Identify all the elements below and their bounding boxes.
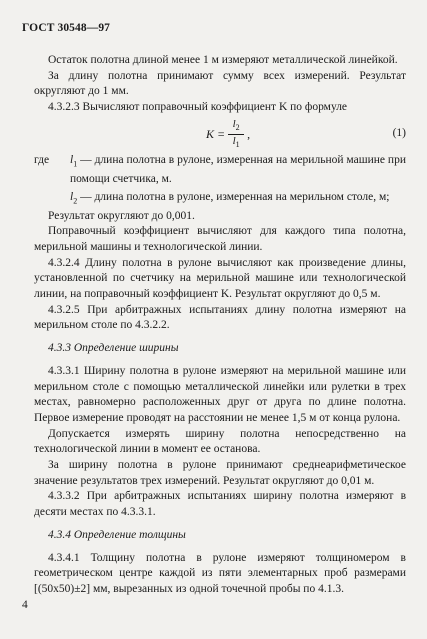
where-label: где bbox=[34, 153, 50, 166]
formula-comma: , bbox=[247, 126, 251, 141]
formula-denominator: $l_1$ bbox=[232, 135, 240, 150]
paragraph-remainder-measure: Остаток полотна длиной менее 1 м измеряют металлической линейкой. bbox=[48, 54, 398, 66]
formula-numerator: $l_2$ bbox=[232, 117, 240, 132]
formula-expression bbox=[206, 118, 250, 151]
page-header: ГОСТ 30548—97 bbox=[22, 22, 111, 34]
formula-fraction bbox=[228, 118, 244, 151]
page-content bbox=[34, 53, 406, 598]
where-l2 bbox=[34, 190, 406, 209]
paragraph-4-3-3-2: 4.3.3.2 При арбитражных испытаниях ширину полотна измеряют в десяти местах по 4.3.3.1. bbox=[34, 490, 406, 519]
section-heading-thickness: 4.3.4 Определение толщины bbox=[48, 528, 186, 541]
paragraph-4-3-3-1: 4.3.3.1 Ширину полотна в рулоне измеряют на мерильной машине или мерильном столе с помощью металлической линейки или рулетки в трех местах, равномерно расположенных друг от друга по длине полотна. Первое измерение проводят на расстоянии не менее 1,5 м от конца рулона. bbox=[34, 364, 406, 424]
paragraph-width-tech-line: Допускается измерять ширину полотна непосредственно на технологической линии в момент ее останова. bbox=[34, 427, 406, 456]
paragraph-coefficient-note: Поправочный коэффициент вычисляют для каждого типа полотна, мерильной машины и технологической линии. bbox=[34, 225, 406, 253]
formula-number: (1) bbox=[392, 126, 406, 139]
l2-definition: $l_2$ — длина полотна в рулоне, измеренная на мерильном столе, м; bbox=[70, 190, 390, 205]
paragraph-4-3-4-1: 4.3.4.1 Толщину полотна в рулоне измеряют толщиномером в геометрическом центре каждой из пяти элементарных проб размерами [(50x50)±2] мм, вырезанных из одной точечной пробы по 4.1.3. bbox=[34, 551, 406, 595]
formula-1 bbox=[34, 118, 406, 150]
paragraph-rounding-0001: Результат округляют до 0,001. bbox=[48, 209, 195, 222]
l1-definition: $l_1$ — длина полотна в рулоне, измеренная на мерильной машине при помощи счетчика, м. bbox=[70, 153, 406, 185]
page-number: 4 bbox=[22, 599, 28, 611]
section-heading-width: 4.3.3 Определение ширины bbox=[48, 342, 179, 355]
paragraph-length-sum: За длину полотна принимают сумму всех измерений. Результат округляют до 1 мм. bbox=[34, 69, 406, 98]
paragraph-4-3-2-3: 4.3.2.3 Вычисляют поправочный коэффициент K по формуле bbox=[48, 101, 348, 114]
paragraph-4-3-2-5: 4.3.2.5 При арбитражных испытаниях длину полотна измеряют на мерильном столе по 4.3.2.2. bbox=[34, 303, 406, 332]
paragraph-width-average: За ширину полотна в рулоне принимают среднеарифметическое значение результатов трех измерений. Результат округляют до 0,01 м. bbox=[34, 459, 406, 487]
formula-lhs: K = bbox=[206, 126, 226, 141]
where-l1 bbox=[34, 153, 406, 188]
paragraph-4-3-2-4: 4.3.2.4 Длину полотна в рулоне вычисляют как произведение длины, установленной по счетчику на мерильной машине или технологической линии, на поправочный коэффициент K. Результат округляют до 0,5 м. bbox=[34, 256, 406, 301]
